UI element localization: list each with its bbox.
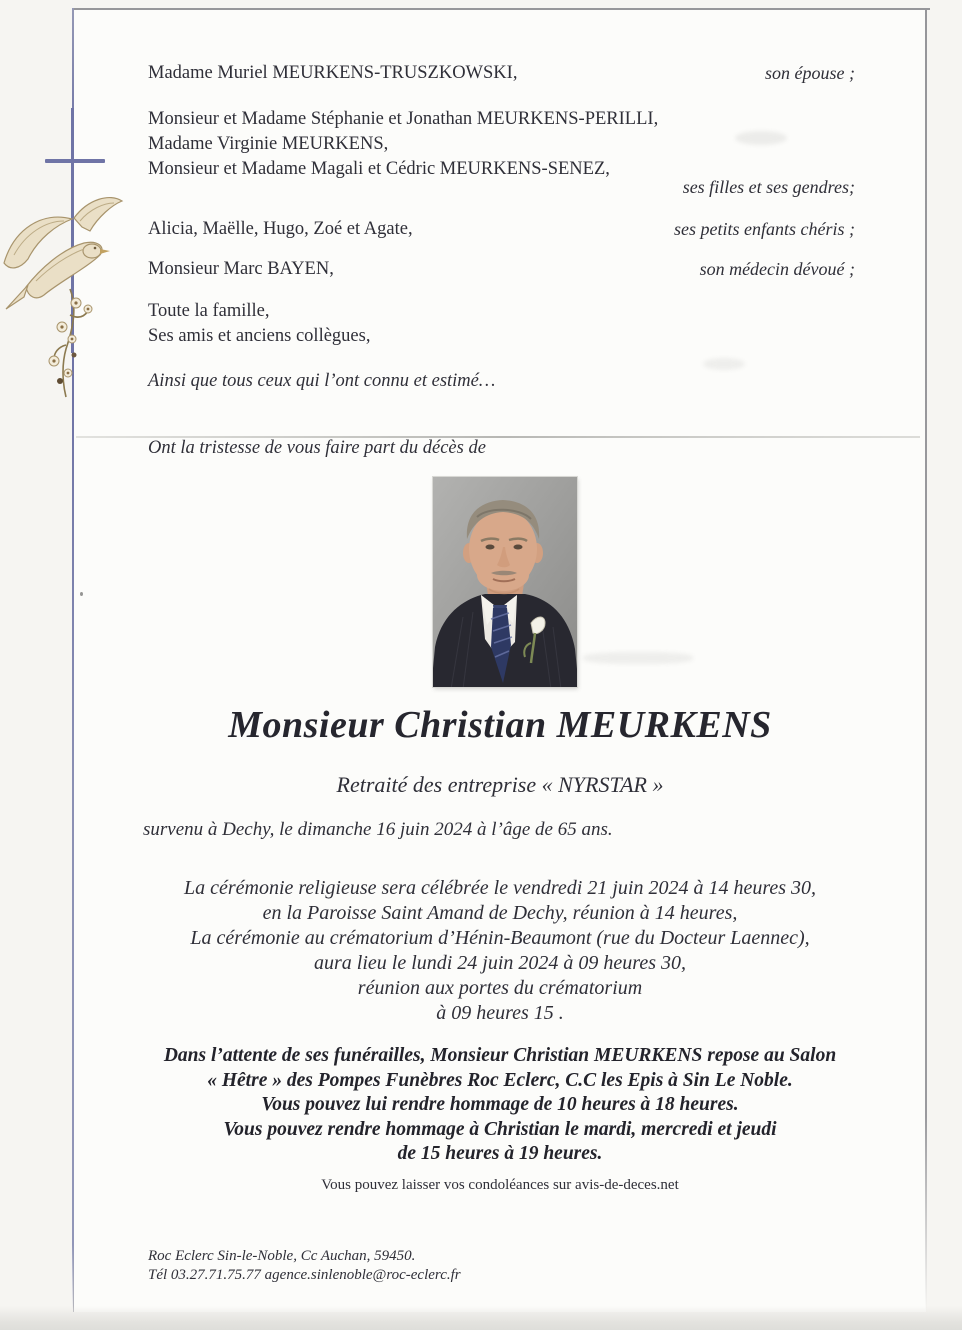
ceremony-block <box>70 876 930 1026</box>
mourner-line-friends: Ses amis et anciens collègues, <box>148 326 371 346</box>
condolences-line: Vous pouvez laisser vos condoléances sur avis-de-deces.net <box>321 1177 679 1193</box>
page-title-deceased-name: Monsieur Christian MEURKENS <box>228 704 772 746</box>
visitation-line: « Hêtre » des Pompes Funèbres Roc Eclerc, C.C les Epis à Sin Le Noble. <box>207 1069 793 1091</box>
cross-bar <box>45 159 105 163</box>
death-notice-line: survenu à Dechy, le dimanche 16 juin 2024 à l’âge de 65 ans. <box>143 819 613 840</box>
tribute-line: Ainsi que tous ceux qui l’ont connu et estimé… <box>148 371 496 391</box>
ceremony-line: La cérémonie religieuse sera célébrée le vendredi 21 juin 2024 à 14 heures 30, <box>183 877 817 899</box>
mourner-line-doctor: Monsieur Marc BAYEN, <box>148 259 334 279</box>
scan-smudge <box>703 358 745 370</box>
scan-bottom-shadow <box>0 1306 962 1330</box>
portrait-photo <box>433 477 577 687</box>
visitation-block <box>70 1044 930 1167</box>
scan-speck <box>80 592 83 596</box>
visitation-line: de 15 heures à 19 heures. <box>397 1143 603 1164</box>
ceremony-line: réunion aux portes du crématorium <box>357 977 643 999</box>
ceremony-line: à 09 heures 15 . <box>436 1002 564 1024</box>
agency-contact: Tél 03.27.71.75.77 agence.sinlenoble@roc-eclerc.fr <box>148 1267 461 1283</box>
mourner-line-spouse: Madame Muriel MEURKENS-TRUSZKOWSKI, <box>148 63 518 83</box>
ceremony-line: La cérémonie au crématorium d’Hénin-Beaumont (rue du Docteur Laennec), <box>190 927 810 949</box>
visitation-line: Dans l’attente de ses funérailles, Monsieur Christian MEURKENS repose au Salon <box>163 1045 837 1066</box>
relation-label-daughters: ses filles et ses gendres; <box>682 177 855 197</box>
mourner-line-daughter-3: Monsieur et Madame Magali et Cédric MEURKENS-SENEZ, <box>148 159 610 179</box>
mourner-line-grandchildren: Alicia, Maëlle, Hugo, Zoé et Agate, <box>148 219 413 239</box>
relation-label-grandchildren: ses petits enfants chéris ; <box>674 219 855 239</box>
visitation-line: Vous pouvez lui rendre hommage de 10 heures à 18 heures. <box>261 1094 739 1115</box>
relation-label-spouse: son épouse ; <box>765 63 855 83</box>
scan-smudge <box>735 131 787 145</box>
mourner-line-daughter-2: Madame Virginie MEURKENS, <box>148 134 389 154</box>
scan-top-edge <box>73 8 930 10</box>
mourner-line-daughter-1: Monsieur et Madame Stéphanie et Jonathan MEURKENS-PERILLI, <box>148 109 659 129</box>
agency-address: Roc Eclerc Sin-le-Noble, Cc Auchan, 59450. <box>148 1248 416 1264</box>
ceremony-line: en la Paroisse Saint Amand de Dechy, réunion à 14 heures, <box>262 902 738 924</box>
relation-label-doctor: son médecin dévoué ; <box>699 259 855 279</box>
visitation-line: Vous pouvez rendre hommage à Christian le mardi, mercredi et jeudi <box>223 1118 777 1140</box>
mourner-line-family: Toute la famille, <box>148 301 270 321</box>
ceremony-line: aura lieu le lundi 24 juin 2024 à 09 heures 30, <box>313 952 686 974</box>
dove-icon <box>0 185 130 400</box>
occupation-line: Retraité des entreprise « NYRSTAR » <box>336 772 664 797</box>
scan-smudge <box>583 652 693 664</box>
announcement-line: Ont la tristesse de vous faire part du décès de <box>148 438 486 458</box>
